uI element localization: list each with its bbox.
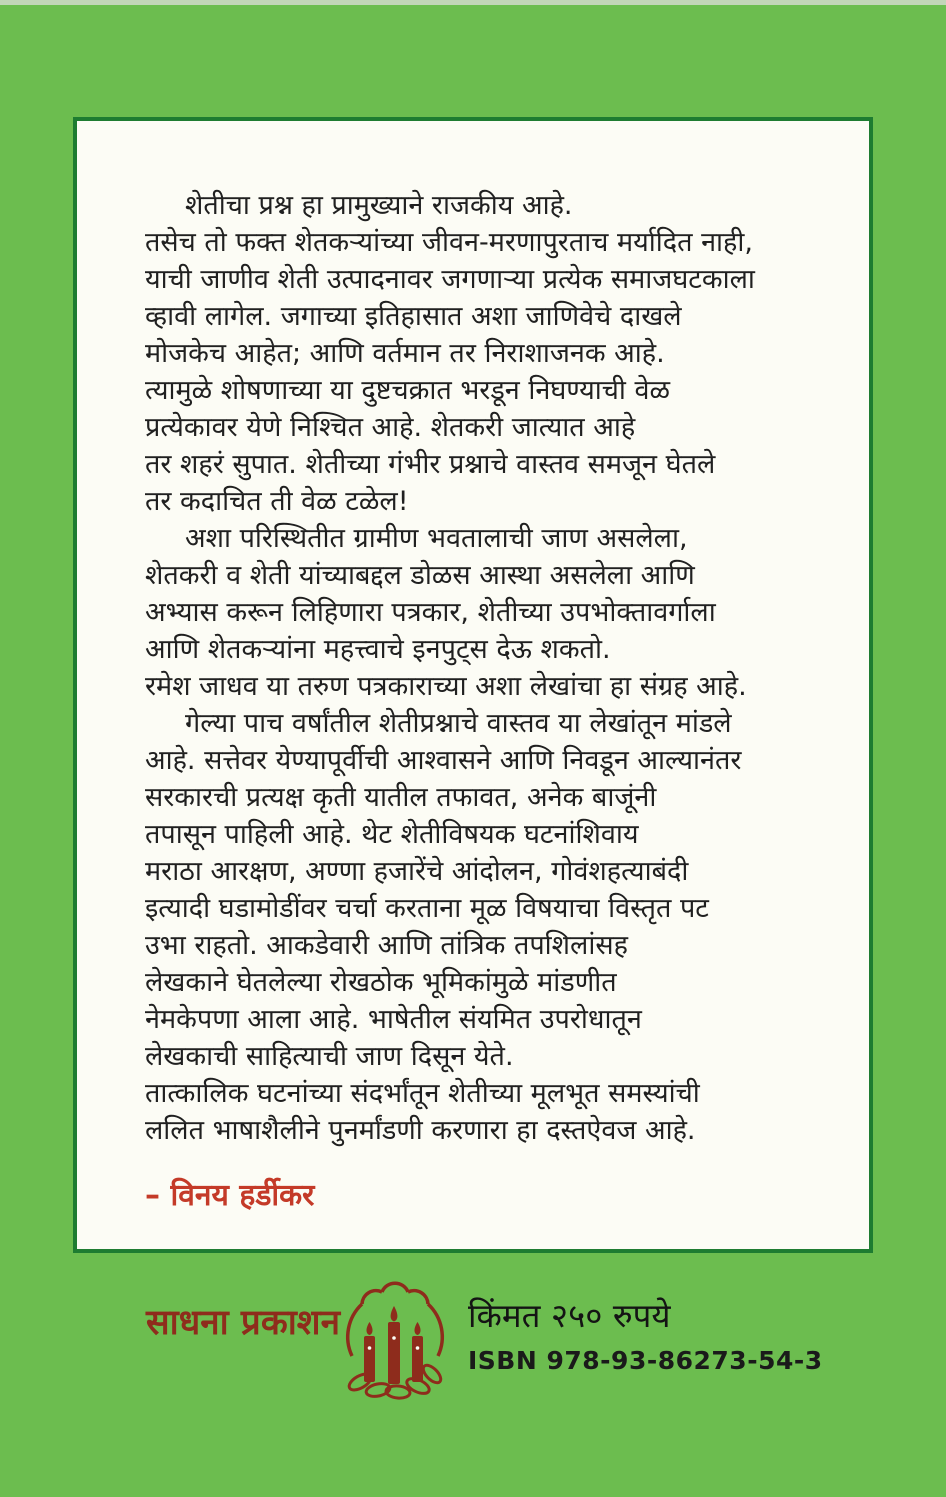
blurb-line: अशा परिस्थितीत ग्रामीण भवतालाची जाण असलेला, <box>185 523 688 554</box>
blurb-line: लेखकाची साहित्याची जाण दिसून येते. <box>145 1041 514 1072</box>
blurb-line: शेतीचा प्रश्न हा प्रामुख्याने राजकीय आहे. <box>185 190 573 221</box>
blurb-line: तात्कालिक घटनांच्या संदर्भांतून शेतीच्या मूलभूत समस्यांची <box>145 1078 700 1109</box>
blurb-line: ललित भाषाशैलीने पुनर्मांडणी करणारा हा दस्तऐवज आहे. <box>145 1115 696 1146</box>
blurb-line: सरकारची प्रत्यक्ष कृती यातील तफावत, अनेक बाजूंनी <box>145 782 657 813</box>
blurb-line: अभ्यास करून लिहिणारा पत्रकार, शेतीच्या उपभोक्तावर्गाला <box>145 597 716 628</box>
blurb-line: व्हावी लागेल. जगाच्या इतिहासात अशा जाणिवेचे दाखले <box>145 301 682 332</box>
blurb-line: आहे. सत्तेवर येण्यापूर्वीची आश्वासने आणि निवडून आल्यानंतर <box>145 745 742 776</box>
blurb-line: प्रत्येकावर येणे निश्चित आहे. शेतकरी जात्यात आहे <box>145 412 636 443</box>
publisher-footer <box>0 1270 946 1430</box>
author-signature: – विनय हर्डीकर <box>145 1178 315 1213</box>
blurb-line: नेमकेपणा आला आहे. भाषेतील संयमित उपरोधातून <box>145 1004 642 1035</box>
blurb-line: तसेच तो फक्त शेतकऱ्यांच्या जीवन-मरणापुरताच मर्यादित नाही, <box>145 227 753 258</box>
blurb-text-block <box>145 187 839 1149</box>
blurb-line: तर कदाचित ती वेळ टळेल! <box>145 486 409 517</box>
blurb-line: मोजकेच आहेत; आणि वर्तमान तर निराशाजनक आहे. <box>145 338 665 369</box>
isbn-label: ISBN 978-93-86273-54-3 <box>468 1346 823 1375</box>
blurb-line: आणि शेतकऱ्यांना महत्त्वाचे इनपुट्स देऊ शकतो. <box>145 634 611 665</box>
blurb-line: इत्यादी घडामोडींवर चर्चा करताना मूळ विषयाचा विस्तृत पट <box>145 893 709 924</box>
blurb-line: मराठा आरक्षण, अण्णा हजारेंचे आंदोलन, गोवंशहत्याबंदी <box>145 856 689 887</box>
sadhana-candles-logo-icon <box>330 1278 460 1408</box>
blurb-line: लेखकाने घेतलेल्या रोखठोक भूमिकांमुळे मांडणीत <box>145 967 617 998</box>
blurb-line: त्यामुळे शोषणाच्या या दुष्टचक्रात भरडून निघण्याची वेळ <box>145 375 671 406</box>
scan-edge-artifact <box>0 0 946 5</box>
blurb-line: रमेश जाधव या तरुण पत्रकाराच्या अशा लेखांचा हा संग्रह आहे. <box>145 671 747 702</box>
blurb-line: गेल्या पाच वर्षांतील शेतीप्रश्नाचे वास्तव या लेखांतून मांडले <box>185 708 732 739</box>
blurb-panel <box>73 117 873 1253</box>
publisher-name: साधना प्रकाशन <box>146 1303 341 1343</box>
blurb-line: याची जाणीव शेती उत्पादनावर जगणाऱ्या प्रत्येक समाजघटकाला <box>145 264 755 295</box>
blurb-line: शेतकरी व शेती यांच्याबद्दल डोळस आस्था असलेला आणि <box>145 560 695 591</box>
blurb-line: उभा राहतो. आकडेवारी आणि तांत्रिक तपशिलांसह <box>145 930 628 961</box>
price-label: किंमत २५० रुपये <box>468 1296 671 1335</box>
blurb-line: तर शहरं सुपात. शेतीच्या गंभीर प्रश्नाचे वास्तव समजून घेतले <box>145 449 716 480</box>
blurb-line: तपासून पाहिली आहे. थेट शेतीविषयक घटनांशिवाय <box>145 819 639 850</box>
